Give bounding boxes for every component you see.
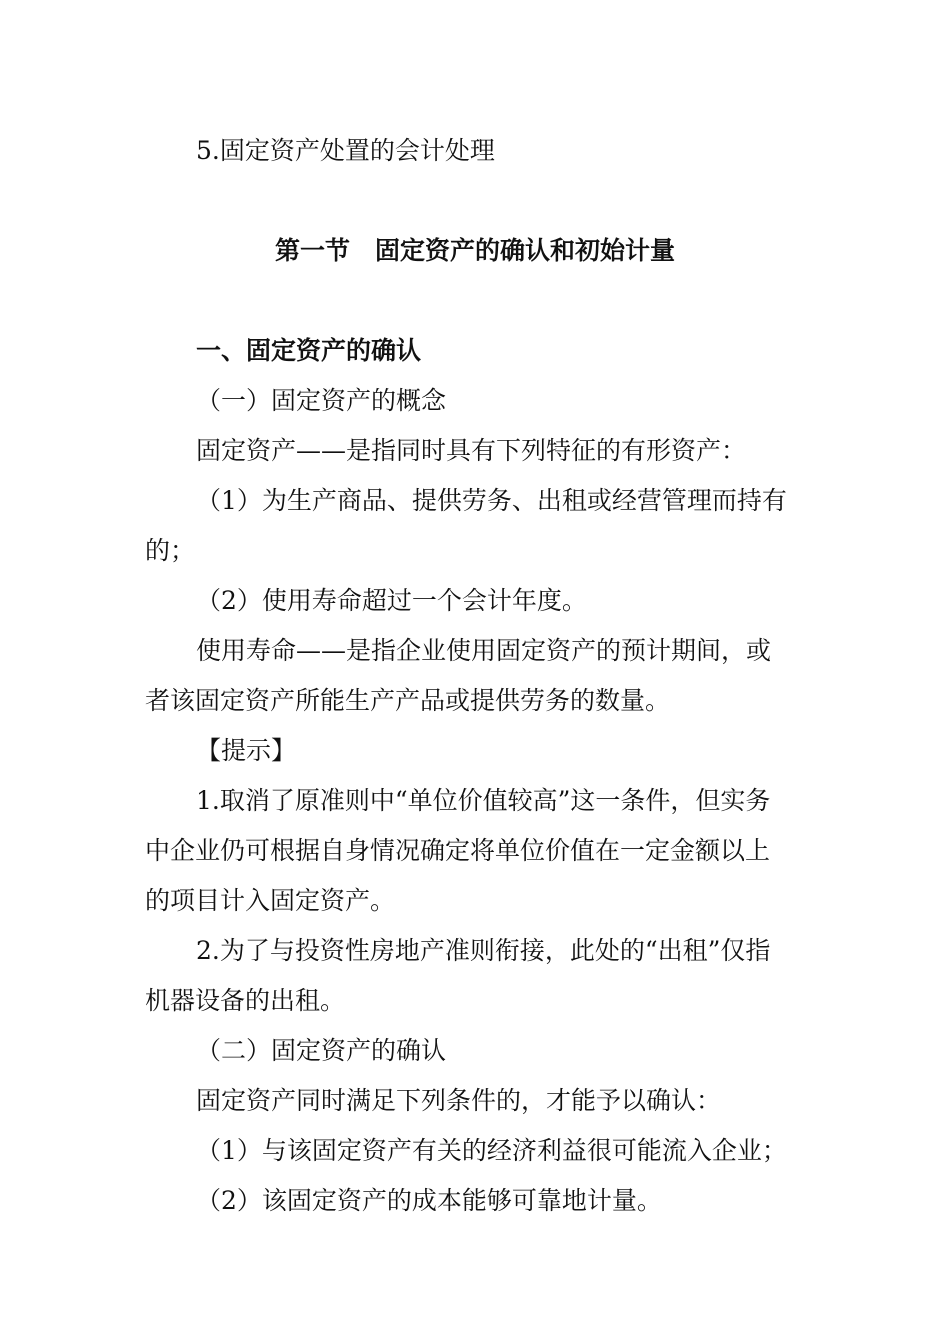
tip-1-line-1: 1.取消了原准则中“单位价值较高”这一条件，但实务	[196, 786, 771, 815]
tip-1-line-3: 的项目计入固定资产。	[145, 886, 396, 915]
subsection-heading: 一、固定资产的确认	[196, 336, 422, 365]
subheading-concept: （一）固定资产的概念	[196, 386, 447, 415]
paragraph-definition: 固定资产——是指同时具有下列特征的有形资产：	[196, 436, 747, 465]
condition-2: （2）该固定资产的成本能够可靠地计量。	[196, 1186, 662, 1215]
subheading-recognition: （二）固定资产的确认	[196, 1036, 447, 1065]
outline-item-5: 5.固定资产处置的会计处理	[196, 136, 495, 165]
paragraph-useful-life-line-2: 者该固定资产所能生产产品或提供劳务的数量。	[145, 686, 671, 715]
section-heading: 第一节 固定资产的确认和初始计量	[274, 236, 675, 265]
tip-heading: 【提示】	[196, 736, 297, 765]
tip-2-line-2: 机器设备的出租。	[145, 986, 346, 1015]
list-item-1-line-1: （1）为生产商品、提供劳务、出租或经营管理而持有	[196, 486, 787, 515]
paragraph-conditions: 固定资产同时满足下列条件的，才能予以确认：	[196, 1086, 722, 1115]
condition-1: （1）与该固定资产有关的经济利益很可能流入企业；	[196, 1136, 787, 1165]
list-item-1-line-2: 的；	[145, 536, 196, 565]
list-item-2: （2）使用寿命超过一个会计年度。	[196, 586, 587, 615]
paragraph-useful-life-line-1: 使用寿命——是指企业使用固定资产的预计期间，或	[196, 636, 772, 665]
tip-1-line-2: 中企业仍可根据自身情况确定将单位价值在一定金额以上	[145, 836, 771, 865]
tip-2-line-1: 2.为了与投资性房地产准则衔接，此处的“出租”仅指	[196, 936, 771, 965]
